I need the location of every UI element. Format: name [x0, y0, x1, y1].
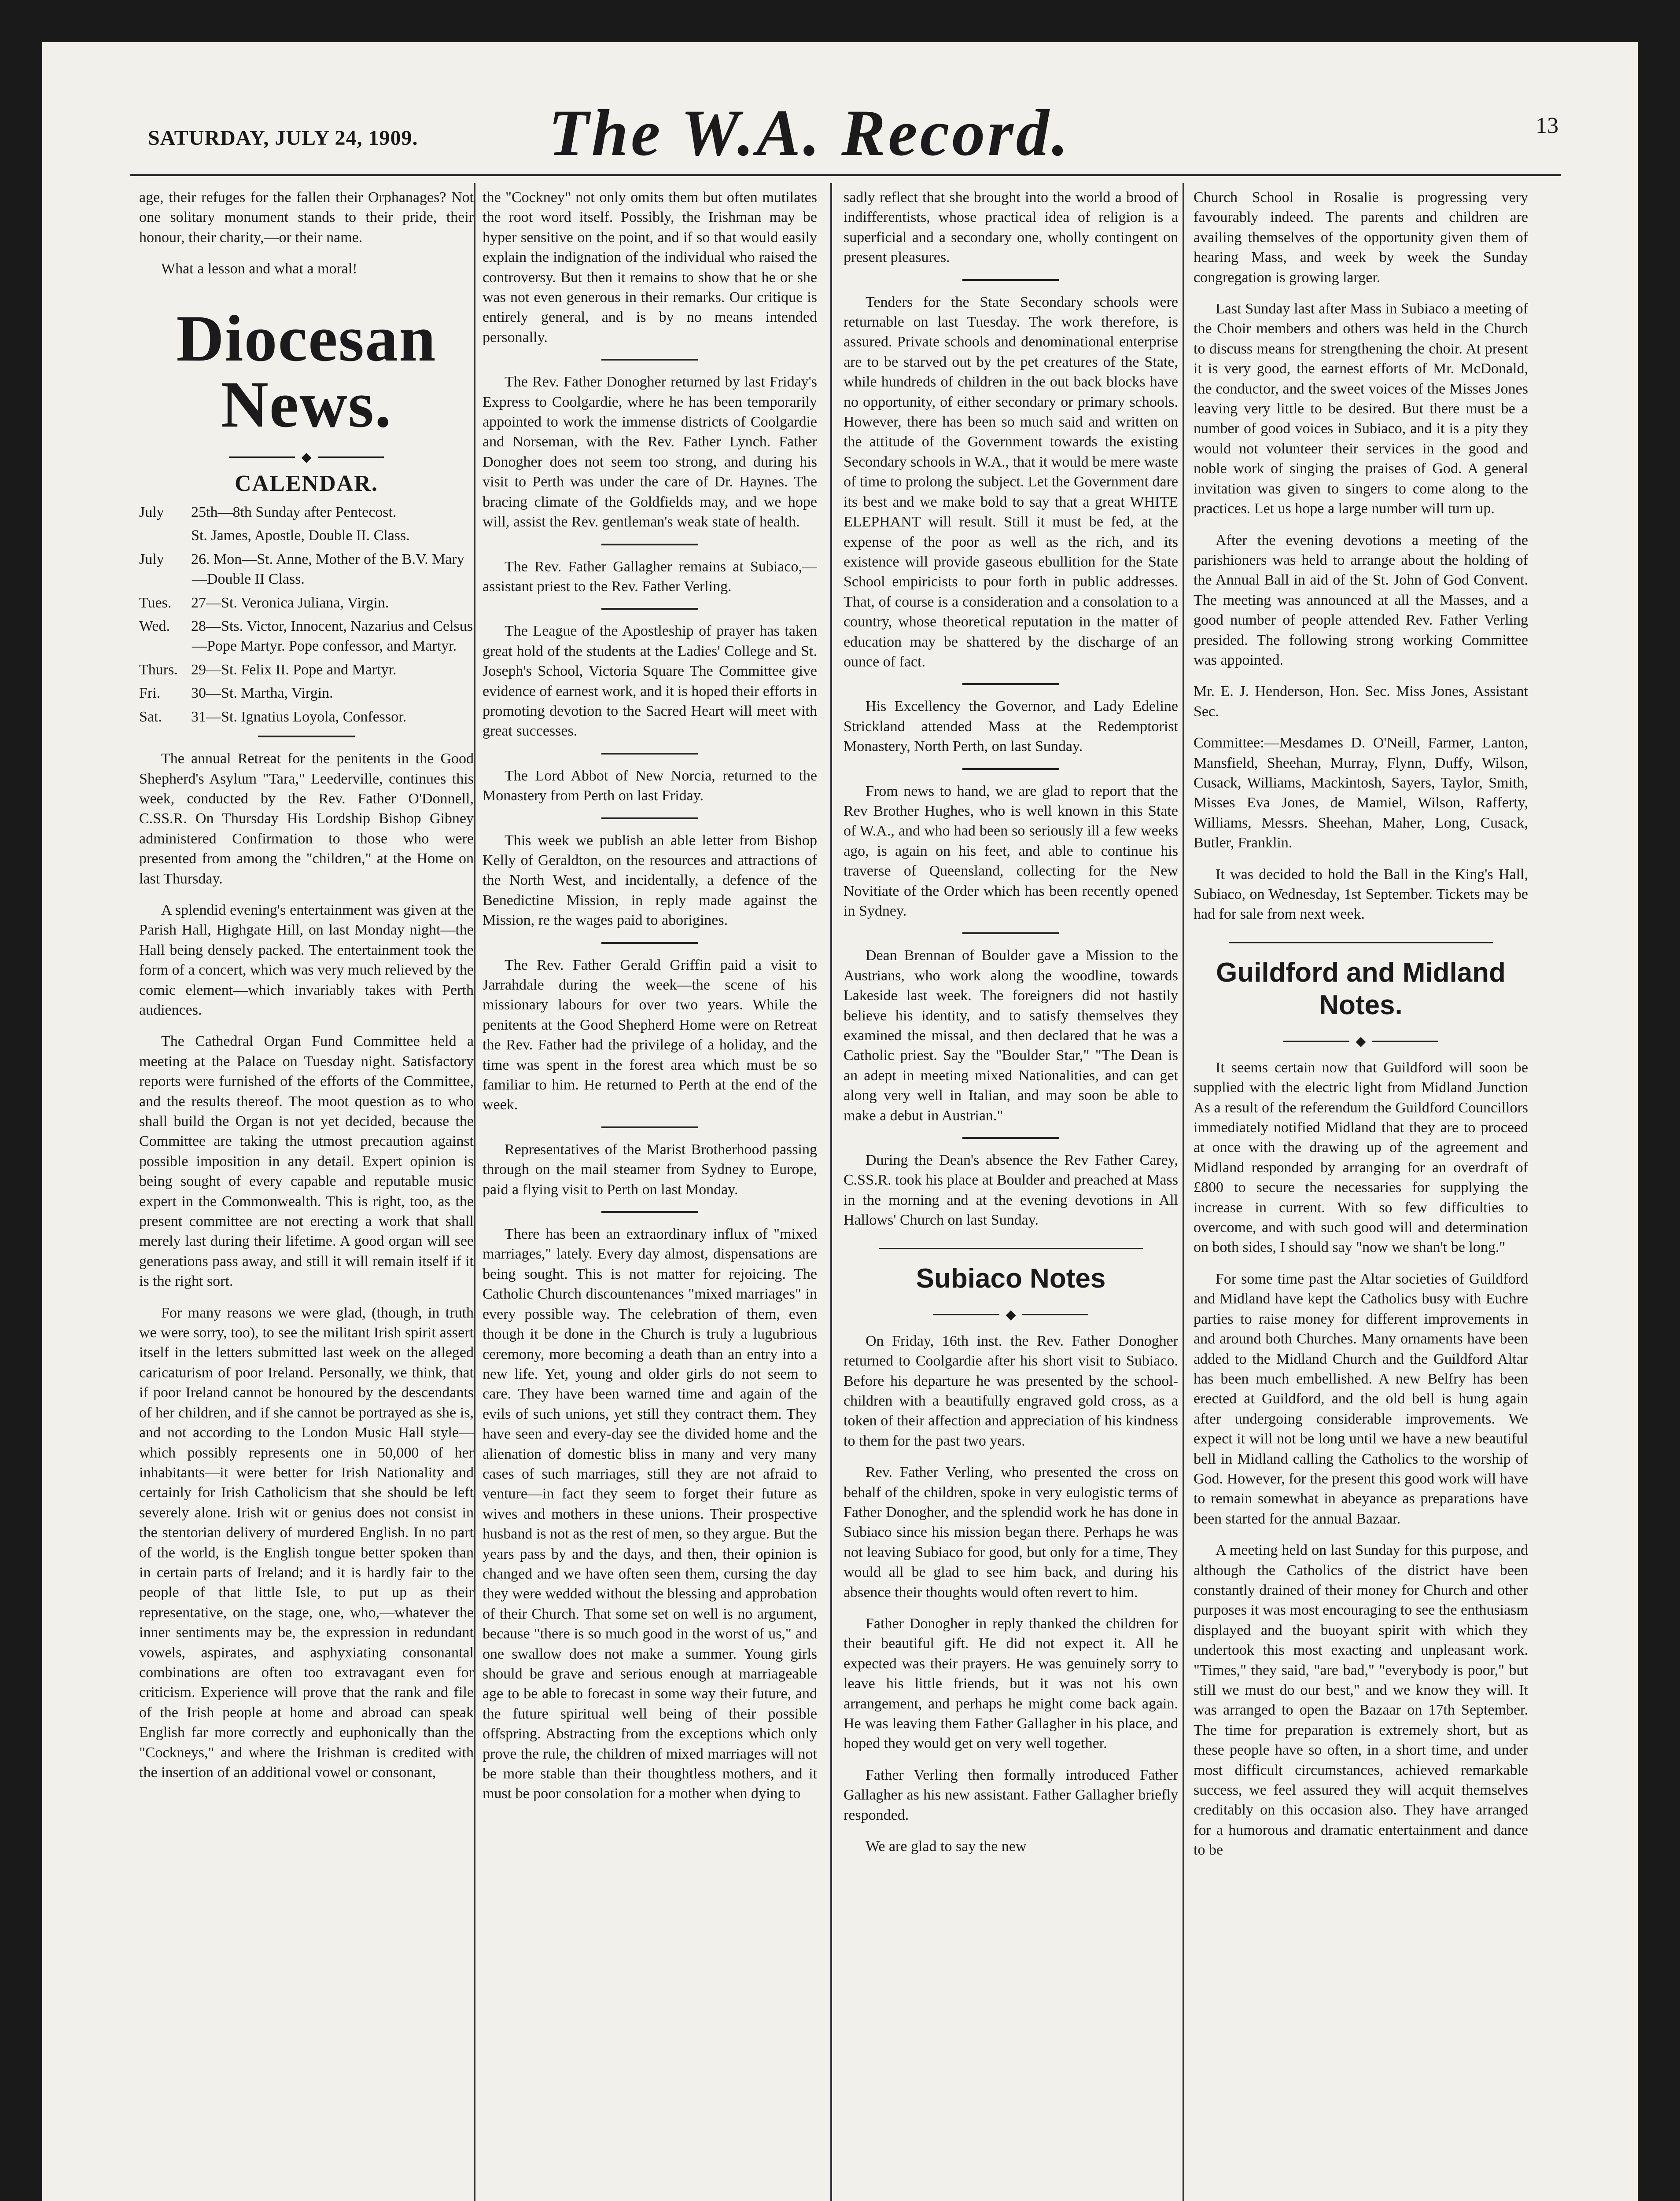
article-paragraph: Last Sunday last after Mass in Subiaco a meeting of the Choir members and others was held in the Church to discuss means for strengthening the choir. At present it is very good, the earnest efforts of Mr. McDonald, the conductor, and the sweet voices of the Misses Jones leaving very little to be desired. But there must be a number of good voices in Subiaco, and it is a pity they would not volunteer their services in the good and noble work of singing the praises of God. A general invitation was given to singers to come along to the practices. Let us hope a large number will turn up. [1194, 301, 1528, 517]
article-paragraph: Father Verling then formally introduced Father Gallagher as his new assistant. Father Gallagher briefly responded. [844, 1767, 1178, 1823]
ornament-divider: ◆ [139, 451, 474, 464]
article-paragraph: We are glad to say the new [866, 1838, 1027, 1855]
article-paragraph: Father Donogher in reply thanked the children for their beautiful gift. He did not expect it. All he expected was their prayers. He was genuinely sorry to leave his little friends, but it was not his own arrangement, and perhaps he might come back again. He was leaving them Father Gallagher in his place, and hoped they would get on very well together. [844, 1615, 1178, 1752]
article-paragraph: During the Dean's absence the Rev Father Carey, C.SS.R. took his place at Boulder and preached at Mass in the morning and at the evening devotions in All Hallows' Church on last Sunday. [844, 1152, 1178, 1229]
section-heading-subiaco-notes: Subiaco Notes [916, 1263, 1106, 1294]
column-rule [830, 183, 832, 2201]
article-paragraph: It seems certain now that Guildford will soon be supplied with the electric light from Midland Junction As a result of the referendum the Guildford Councillors immediately notified Midland that they are to proceed at once with the drawing up of the agreement and Midland responded by arranging for an overdraft of £800 to secure the necessaries for supplying the increase in current. With so few difficulties to overcome, and with such good will and determination on both sides, I should say "now we shan't be long." [1194, 1059, 1528, 1256]
column-2 [483, 188, 817, 2201]
calendar-entry: Sat. 31—St. Ignatius Loyola, Confessor. [139, 708, 407, 725]
divider [258, 736, 355, 737]
section-rule [879, 1248, 1143, 1249]
article-paragraph: There has been an extraordinary influx of "mixed marriages," lately. Every day almost, dispensations are being sought. This is not matter for rejoicing. The Catholic Church discountenances "mixed marriages" in every possible way. The celebration of them, even though it be done in the Church is truly a lugubrious ceremony, more becoming a death than an entry into a new life. Yet, young and older girls do not seem to care. They have been warned time and again of the evils of such unions, yet still they contract them. They have seen and every-day see the divided home and the alienation of domestic bliss in many and very many cases of such marriages, still they are not afraid to venture—in fact they seem to forget their future as wives and mothers in these unions. Their prospective husband is not as the rest of men, so they argue. But the years pass by and the days, and then, their opinion is changed and we have often seen them, cursing the day they were wedded without the blessing and approbation of their Church. That some set on well is no argument, because "there is so much good in the worst of us," and one swallow does not make a summer. Young girls should be grave and serious enough at marriageable age to be able to forecast in some way their future, and the future spiritual well being of their possible offspring. Abstracting from the exceptions which only prove the rule, the children of mixed marriages will not be more stable than their thoughtless mothers, and it must be poor consolation for a mother when dying to [483, 1226, 817, 1802]
calendar-entry: July 26. Mon—St. Anne, Mother of the B.V. Mary—Double II Class. [139, 551, 464, 588]
column-rule [474, 183, 475, 2201]
article-paragraph: The League of the Apostleship of prayer has taken great hold of the students at the Ladies' College and St. Joseph's School, Victoria Square The Committee give evidence of earnest work, and it is hoped their efforts in promoting devotion to the Sacred Heart will meet with great successes. [483, 623, 817, 740]
article-paragraph: A splendid evening's entertainment was given at the Parish Hall, Highgate Hill, on last Monday night—the Hall being densely packed. The entertainment took the form of a concert, which was very much relieved by the comic element—which invariably takes with Perth audiences. [139, 902, 474, 1018]
calendar-entry: Wed. 28—Sts. Victor, Innocent, Nazarius and Celsus—Pope Martyr. Pope confessor, and Martyr. [139, 618, 473, 655]
divider [601, 608, 698, 610]
article-paragraph: Tenders for the State Secondary schools were returnable on last Tuesday. The work therefore, is assured. Private schools and denominational enterprise are to be starved out by the pet creatures of the State, while hundreds of children in the out back blocks have no opportunity, of either secondary or primary schools. However, there has been so much said and written on the attitude of the Government towards the existing Secondary schools in W.A., that it would be mere waste of time to prolong the subject. Let the Government dare its best and we make bold to say that a great WHITE ELEPHANT will result. Still it must be fed, at the expense of the poor as well as the rich, and its existence will provide gaseous ebullition for the State School empiricists to pour forth in public addresses. That, of course is a consideration and a consolation to a country, whose theoretical reputation in the matter of education may be shattered by the discharge of an ounce of fact. [844, 294, 1178, 670]
calendar-entry: Tues. 27—St. Veronica Juliana, Virgin. [139, 594, 389, 611]
column-3 [844, 188, 1178, 2201]
article-paragraph: sadly reflect that she brought into the world a brood of indifferentists, whose practical idea of religion is a superficial and a secondary one, wholly contingent on present pleasures. [844, 189, 1178, 266]
calendar-entry: Fri. 30—St. Martha, Virgin. [139, 685, 333, 702]
divider [962, 279, 1059, 281]
article-paragraph: Representatives of the Marist Brotherhood passing through on the mail steamer from Sydney to Europe, paid a flying visit to Perth on last Monday. [483, 1141, 817, 1198]
divider [962, 1137, 1059, 1139]
divider [962, 932, 1059, 934]
section-rule [1229, 942, 1493, 943]
article-paragraph: For many reasons we were glad, (though, in truth we were sorry, too), to see the militant Irish spirit assert itself in the letters submitted last week on the alleged caricaturism of poor Ireland. Personally, we think, that if poor Ireland cannot be honoured by the descendants of her children, and if she cannot be portrayed as she is, and not according to the London Music Hall style—which possibly represents one in 50,000 of her inhabitants—it were better for Irish Nationality and certainly for Irish Catholicism that she should be left severely alone. Irish wit or genius does not consist in the stentorian delivery of murdered English. In no part of the world, is the English tongue better spoken than in certain parts of Ireland; and it is hardly fair to the people of that little Isle, to put up as their representative, on the stage, one, who,—whatever the inner sentiments may be, the expression in redundant vowels, aspirates, and asphyxiating consonantal combinations are often too extravagant even for criticism. Experience will prove that the rank and file of the Irish people at home and abroad can speak English far more correctly and euphonically than the "Cockneys," and where the Irishman is credited with the insertion of an additional vowel or consonant, [139, 1304, 474, 1781]
calendar-entry: Thurs. 29—St. Felix II. Pope and Martyr. [139, 661, 397, 678]
ornament-divider: ◆ [844, 1308, 1178, 1321]
article-paragraph: Church School in Rosalie is progressing very favourably indeed. The parents and children are availing themselves of the opportunity given them of hearing Mass, and week by week the Sunday congregation is growing larger. [1194, 189, 1528, 286]
calendar-entry: St. James, Apostle, Double II. Class. [191, 527, 410, 544]
article-paragraph: The Rev. Father Gallagher remains at Subiaco,—assistant priest to the Rev. Father Verling. [483, 558, 817, 595]
column-rule [1183, 183, 1184, 2201]
article-paragraph: Rev. Father Verling, who presented the cross on behalf of the children, spoke in very eulogistic terms of Father Donogher, and the splendid work he has done in Subiaco since his mission began there. Perhaps he was not leaving Subiaco for good, but only for a time, They would all be glad to see him back, and during his absence their thoughts would often revert to him. [844, 1464, 1178, 1601]
newspaper-title: The W.A. Record. [549, 96, 1071, 169]
newspaper-page [42, 42, 1638, 2201]
article-paragraph: For some time past the Altar societies of Guildford and Midland have kept the Catholics busy with Euchre parties to raise money for different improvements in and around both Churches. Many ornaments have been added to the Midland Church and the Guildford Altar has been much embellished. A new Belfry has been erected at Guildford, and the old bell is hung again after undergoing considerable improvements. We expect it will not be long until we have a new beautiful bell in Midland calling the Catholics to the worship of God. However, for the present this good work will have to remain somewhat in abeyance as preparations have been started for the annual Bazaar. [1194, 1270, 1528, 1527]
article-paragraph: From news to hand, we are glad to report that the Rev Brother Hughes, who is well known in this State of W.A., and who had been so seriously ill a few weeks ago, is again on his feet, and able to continue his traverse of Queensland, collecting for the New Novitiate of the Order which has been recently opened in Sydney. [844, 783, 1178, 919]
article-paragraph: On Friday, 16th inst. the Rev. Father Donogher returned to Coolgardie after his short visit to Subiaco. Before his departure he was presented by the school-children with a beautifully engraved gold cross, as a token of their affection and appreciation of his kindness to them for the past two years. [844, 1332, 1178, 1449]
article-paragraph: Dean Brennan of Boulder gave a Mission to the Austrians, who work along the woodline, towards Lakeside last week. The foreigners did not hastily believe his identity, and to satisfy themselves they examined the missal, and then declared that he was a Catholic priest. Say the "Boulder Star," "The Dean is an adept in meeting mixed Nationalities, and can get along very well in Italian, and may soon be able to make a debut in Austrian." [844, 947, 1178, 1124]
divider [601, 359, 698, 361]
calendar-list [139, 502, 474, 727]
section-heading-guildford-midland-notes: Guildford and Midland Notes. [1216, 957, 1506, 1020]
article-paragraph: The annual Retreat for the penitents in the Good Shepherd's Asylum "Tara," Leederville, continues this week, conducted by the Rev. Father O'Donnell, C.SS.R. On Thursday His Lordship Bishop Gibney administered Confirmation to those who were presented from among the "children," at the Home on last Thursday. [139, 751, 474, 887]
ornament-divider: ◆ [1194, 1035, 1528, 1048]
calendar-entry: July 25th—8th Sunday after Pentecost. [139, 504, 397, 521]
column-1 [139, 188, 474, 2201]
article-paragraph: A meeting held on last Sunday for this purpose, and although the Catholics of the district have been constantly drained of their money for Church and other purposes it was most encouraging to see the enthusiasm displayed and the buoyant spirit with which they undertook this most exacting and unpleasant work. "Times," they said, "are bad," "everybody is poor," but still we must do our best," and we know they will. It was arranged to open the Bazaar on 17th September. The time for preparation is extremely short, but as these people have so often, in a short time, and under most difficult circumstances, achieved remarkable success, we feel assured they will acquit themselves creditably on this occasion also. They have arranged for a humorous and dramatic entertainment and dance to be [1194, 1542, 1528, 1859]
article-paragraph: This week we publish an able letter from Bishop Kelly of Geraldton, on the resources and attractions of the North West, and incidentally, a defence of the Benedictine Mission, in reply made against the Mission, re the wages paid to aborigines. [483, 832, 817, 929]
article-paragraph: His Excellency the Governor, and Lady Edeline Strickland attended Mass at the Redemptorist Monastery, North Perth, on last Sunday. [844, 698, 1178, 755]
article-paragraph: The Lord Abbot of New Norcia, returned to the Monastery from Perth on last Friday. [483, 767, 817, 804]
masthead [42, 42, 1638, 169]
section-heading-diocesan-news: Diocesan News. [176, 302, 437, 441]
article-paragraph: It was decided to hold the Ball in the King's Hall, Subiaco, on Wednesday, 1st September. Tickets may be had for sale from next week. [1194, 866, 1528, 923]
calendar-heading: CALENDAR. [235, 471, 378, 496]
article-paragraph: Committee:—Mesdames D. O'Neill, Farmer, Lanton, Mansfield, Sheehan, Murray, Flynn, Duffy, Wilson, Cusack, Williams, Mackintosh, Sayers, Taylor, Smith, Misses Eva Jones, de Mamiel, Wilson, Rafferty, Williams, Messrs. Sheehan, Maher, Long, Cusack, Butler, Franklin. [1194, 735, 1528, 851]
issue-date: SATURDAY, JULY 24, 1909. [148, 126, 418, 150]
divider [601, 1126, 698, 1128]
article-paragraph: What a lesson and what a moral! [161, 261, 357, 277]
article-paragraph: The Cathedral Organ Fund Committee held a meeting at the Palace on Tuesday night. Satisfactory reports were furnished of the efforts of the Committee, and the results thereof. The moot question as to who shall build the Organ is not yet decided, because the Committee are taking the utmost precaution against possible imposition in any detail. Expert opinion is being sought of every capable and reputable music expert in the Commonwealth. This is right, too, as the present committee are not erecting a work that shall merely last during their lifetime. A good organ will see generations pass away, and still it will remain itself if it is the right sort. [139, 1033, 474, 1290]
header-rule [130, 174, 1561, 176]
article-paragraph: the "Cockney" not only omits them but often mutilates the root word itself. Possibly, the Irishman may be hyper sensitive on the point, and if so that would easily explain the indignation of the individual who raised the controversy. But then it remains to show that he or she was not even generous in their remarks. Our critique is entirely general, and is by no means intended personally. [483, 189, 817, 346]
article-paragraph: The Rev. Father Gerald Griffin paid a visit to Jarrahdale during the week—the scene of his missionary labours for over two years. While the penitents at the Good Shepherd Home were on Retreat the Rev. Father had the privilege of a holiday, and the time was spent in the forest area which must be so familiar to him. He returned to Perth at the end of the week. [483, 957, 817, 1113]
divider [601, 1211, 698, 1213]
divider [601, 942, 698, 944]
page-number: 13 [1536, 113, 1558, 138]
divider [601, 817, 698, 819]
divider [601, 544, 698, 545]
divider [601, 753, 698, 755]
article-paragraph: After the evening devotions a meeting of the parishioners was held to arrange about the holding of the Annual Ball in aid of the St. John of God Convent. The meeting was announced at all the Masses, and a good number of people attended Rev. Father Verling presided. The following strong working Committee was appointed. [1194, 532, 1528, 668]
article-paragraph: age, their refuges for the fallen their Orphanages? Not one solitary monument stands to their pride, their honour, their charity,—or their name. [139, 189, 474, 246]
column-4 [1194, 188, 1528, 2201]
article-paragraph: The Rev. Father Donogher returned by last Friday's Express to Coolgardie, where he has been temporarily appointed to work the immense districts of Coolgardie and Norseman, with the Rev. Father Lynch. Father Donogher does not seem too strong, and during his visit to Perth was under the care of Dr. Haynes. The bracing climate of the Goldfields may, and we hope will, assist the Rev. gentleman's weak state of health. [483, 374, 817, 530]
divider [962, 768, 1059, 770]
article-paragraph: Mr. E. J. Henderson, Hon. Sec. Miss Jones, Assistant Sec. [1194, 683, 1528, 720]
divider [962, 683, 1059, 685]
